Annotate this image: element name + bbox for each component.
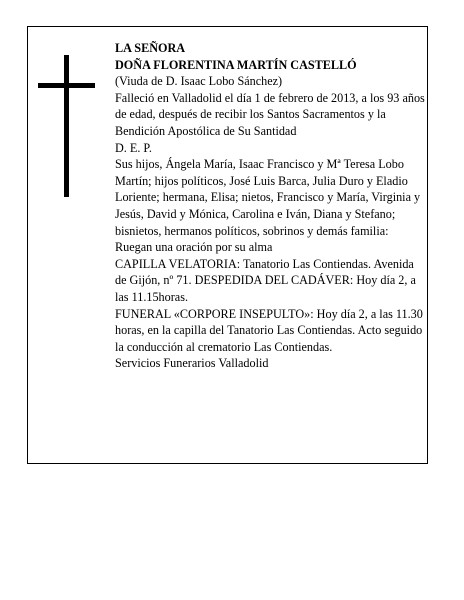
deceased-name: DOÑA FLORENTINA MARTÍN CASTELLÓ: [115, 57, 357, 72]
prayer-request: Ruegan una oración por su alma: [115, 240, 273, 255]
wake-details: CAPILLA VELATORIA: Tanatorio Las Contiendas. Avenida de Gijón, nº 71. DESPEDIDA DEL CADÁVER: Hoy día 2, a las 11.15horas.: [115, 256, 416, 304]
dep-line: D. E. P.: [115, 140, 152, 155]
death-statement: Falleció en Valladolid el día 1 de febrero de 2013, a los 93 años de edad, después de recibir los Santos Sacramentos y la Bendición Apostólica de Su Santidad: [115, 90, 425, 138]
funeral-services-name: Servicios Funerarios Valladolid: [115, 356, 269, 371]
cross-icon: [64, 55, 69, 197]
family-list: Sus hijos, Ángela María, Isaac Francisco y Mª Teresa Lobo Martín; hijos políticos, José Luis Barca, Julia Duro y Eladio Loriente; hermana, Elisa; nietos, Francisco y María, Virginia y Jesús, David y Mónica, Carolina e Iván, Diana y Stefano; bisnietos, hermanos políticos, sobrinos y demás familia:: [115, 157, 421, 238]
cross-icon-crossbar: [38, 83, 95, 88]
obituary-notice-body: [115, 40, 425, 372]
widow-of-line: (Viuda de D. Isaac Lobo Sánchez): [115, 74, 283, 89]
notice-title: LA SEÑORA: [115, 41, 186, 55]
funeral-details: FUNERAL «CORPORE INSEPULTO»: Hoy día 2, a las 11.30 horas, en la capilla del Tanatorio Las Contiendas. Acto seguido la conducción al crematorio Las Contiendas.: [115, 306, 423, 354]
